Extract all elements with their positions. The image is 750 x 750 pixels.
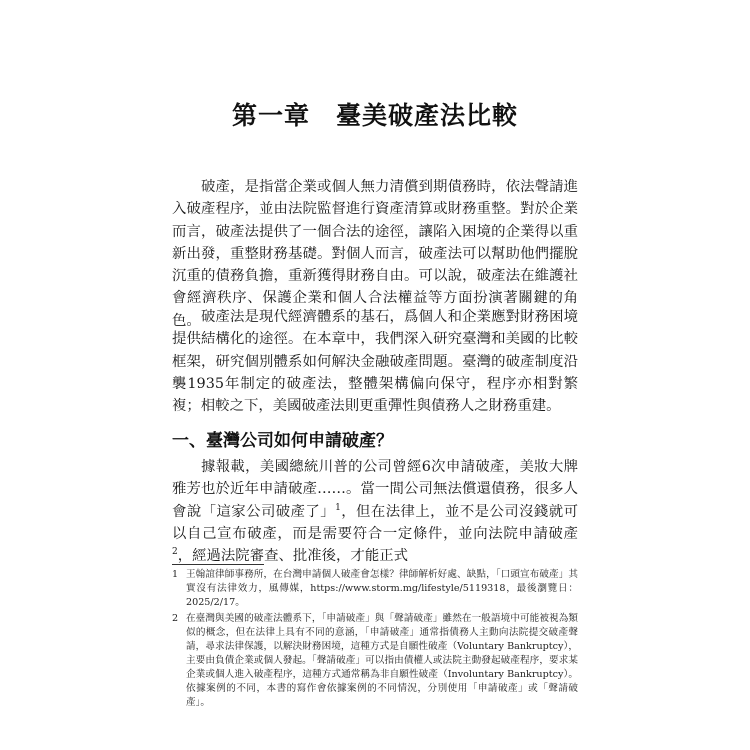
footnote-2 bbox=[172, 612, 578, 710]
footnote-number: 2 bbox=[172, 613, 179, 624]
paragraph-text: 破產法是現代經濟體系的基石，爲個人和企業應對財務困境提供結構化的途徑。在本章中，我們深入研究臺灣和美國的比較框架，研究個別體系如何解決金融破產問題。臺灣的破產制度沿襲1935年制定的破產法，整體架構偏向保守，程序亦相對繁複；相較之下，美國破產法則更重彈性與債務人之財務重建。 bbox=[172, 309, 578, 415]
paragraph-text-part: ，經過法院審查、批准後，才能正式 bbox=[177, 548, 408, 565]
chapter-number: 第一章 bbox=[231, 101, 310, 130]
section-heading: 一、臺灣公司如何申請破產？ bbox=[172, 431, 393, 451]
footnote-ref-2[interactable]: 2 bbox=[172, 547, 178, 558]
footnotes bbox=[172, 568, 578, 712]
paragraph-text bbox=[172, 456, 578, 567]
chapter-name: 臺美破產法比較 bbox=[336, 101, 519, 130]
paragraph-text-part: ，但在法律上，並不是公司沒錢就可以自己宣布破產，而是需要符合一定條件，並向法院申請破產 bbox=[172, 503, 578, 542]
footnote-text: 王翰誼律師事務所，在台灣申請個人破產會怎樣？律師解析好處、缺點，「口頭宣布破產」其實沒有法律效力，風傳媒，https://www.storm.mg/lifestyle/5119318，最後瀏覽日：2025/2/17。 bbox=[186, 569, 578, 608]
footnote-ref-1[interactable]: 1 bbox=[335, 502, 341, 513]
footnote-1 bbox=[172, 568, 578, 610]
paragraph-text: 破產，是指當企業或個人無力清償到期債務時，依法聲請進入破產程序，並由法院監督進行資產清算或財務重整。對於企業而言，破產法提供了一個合法的途徑，讓陷入困境的企業得以重新出發，重整財務基礎。對個人而言，破產法可以幫助他們擺脫沉重的債務負擔，重新獲得財務自由。可以說，破產法在維護社會經濟秩序、保護企業和個人合法權益等方面扮演著關鍵的角色。 bbox=[172, 179, 578, 329]
footnote-text: 在臺灣與美國的破產法體系下，「申請破產」與「聲請破產」雖然在一般語境中可能被視為類似的概念，但在法律上具有不同的意涵，「申請破產」通常指債務人主動向法院提交破產聲請，尋求法律保護，以解決財務困境，這種方式是自願性破產（Voluntary Bankruptcy），主要由負債企業或個人發起。「聲請破產」可以指由債權人或法院主動發起破產程序，要求某企業或個人進入破產程序，這種方式通常稱為非自願性破產（Involuntary Bankruptcy）。依據案例的不同，本書的寫作會依據案例的不同情況，分別使用「申請破產」或「聲請破產」。 bbox=[186, 613, 578, 708]
section-paragraph-1 bbox=[172, 456, 578, 567]
paragraph-text-part: 據報載，美國總統川普的公司曾經6次申請破產，美妝大牌雅芳也於近年申請破產……。當一間公司無法償還債務，很多人會說「這家公司破產了」 bbox=[172, 459, 578, 520]
chapter-title bbox=[0, 96, 750, 132]
footnote-divider bbox=[172, 564, 264, 565]
intro-paragraph-2 bbox=[172, 306, 578, 417]
footnote-number: 1 bbox=[172, 569, 179, 580]
